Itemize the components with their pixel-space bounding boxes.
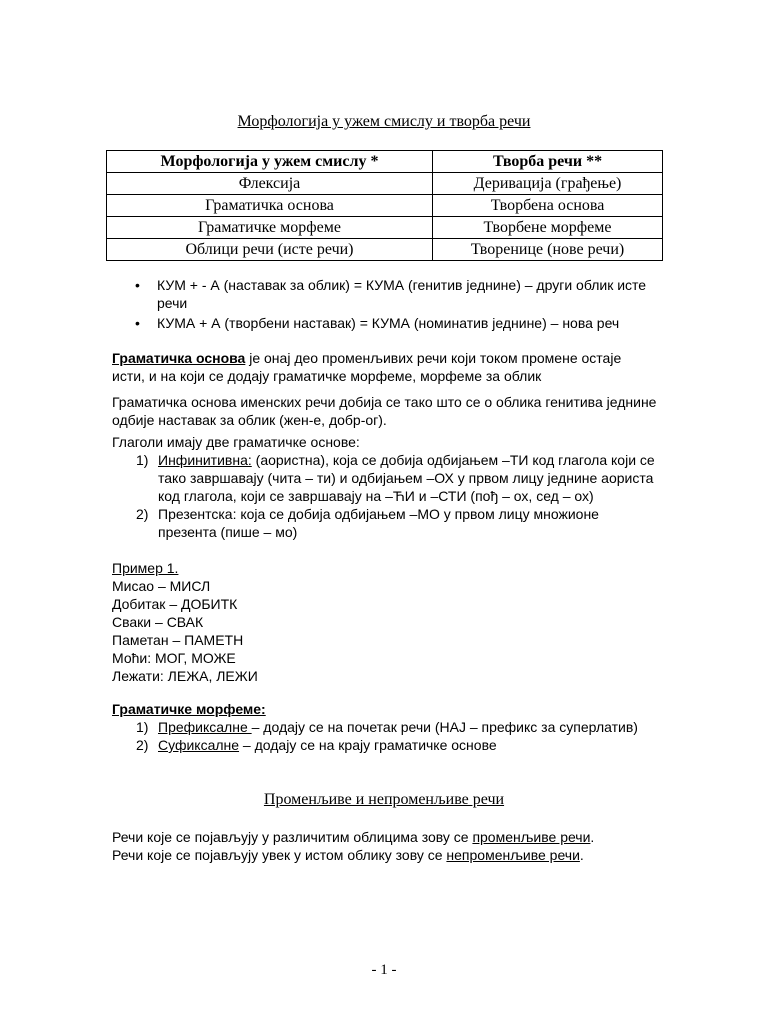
item-text: Презентска: која се добија одбијањем –МО у првом лицу множионе презента (пише – мо)	[158, 506, 599, 540]
bullet-text: КУМА + А (творбени наставак) = КУМА (номинатив једнине) – нова реч	[157, 315, 620, 331]
table-row	[107, 217, 663, 239]
item-text: – додају се на крају граматичке основе	[239, 737, 497, 753]
item-text: – додају се на почетак речи (НАЈ – префикс за суперлатив)	[251, 719, 638, 735]
table-header-cell: Морфологија у ужем смислу *	[107, 151, 433, 173]
example-line: Сваки – СВАК	[112, 614, 204, 630]
example-line: Мисао – МИСЛ	[112, 578, 211, 594]
comparison-table	[106, 150, 663, 261]
table-header-cell: Творба речи **	[433, 151, 663, 173]
table-row	[107, 239, 663, 261]
closing-section	[112, 828, 657, 864]
list-item	[112, 718, 657, 736]
closing-line	[112, 828, 657, 846]
table-cell: Граматичке морфеме	[107, 217, 433, 239]
term-prefiksalne: Префиксалне	[158, 719, 252, 735]
example-line: Паметан – ПАМЕТН	[112, 632, 244, 648]
list-item	[112, 451, 657, 505]
table-cell: Деривација (грађење)	[433, 173, 663, 195]
term-nepromenljive: непроменљиве речи	[446, 847, 580, 863]
term-sufiksalne: Суфиксалне	[158, 737, 240, 753]
table-cell: Граматичка основа	[107, 195, 433, 217]
section-title: Променљиве и непроменљиве речи	[263, 791, 505, 808]
list-item	[112, 505, 657, 541]
closing-text: Речи које се појављују у различитим облицима зову се	[112, 829, 473, 845]
term-gram-osnova: Граматичка основа	[112, 350, 246, 366]
bullet-icon: •	[135, 277, 140, 293]
example-line: Моћи: МОГ, МОЖЕ	[112, 650, 236, 666]
term-infinitivna: Инфинитивна:	[158, 452, 252, 468]
table-cell: Творбена основа	[433, 195, 663, 217]
closing-punct: .	[590, 829, 595, 845]
list-number: 2)	[136, 506, 149, 522]
example-title: Пример 1.	[112, 560, 179, 576]
closing-line	[112, 846, 657, 864]
closing-text: Речи које се појављују увек у истом облику зову се	[112, 847, 447, 863]
table-cell: Творенице (нове речи)	[433, 239, 663, 261]
table-cell: Творбене морфеме	[433, 217, 663, 239]
item-text: (аористна), која се добија одбијањем –ТИ код глагола који се тако завршавају (чита – ти) и одбијањем –ОХ у првом лицу једнине аориста код глагола, који се завршавају на –ЋИ и –СТИ (пођ – ох, сед – ох)	[158, 452, 655, 504]
table-row	[107, 195, 663, 217]
table-row	[107, 173, 663, 195]
list-number: 2)	[136, 737, 149, 753]
example-section	[112, 559, 657, 685]
morfeme-title: Граматичке морфеме:	[112, 701, 266, 717]
list-item	[135, 276, 655, 312]
gram-osnova-paragraph	[112, 349, 657, 385]
bullet-text: КУМ + - А (наставак за облик) = КУМА (генитив једнине) – други облик исте речи	[157, 277, 647, 311]
list-number: 1)	[136, 719, 149, 735]
term-promenljive: променљиве речи	[472, 829, 591, 845]
bullet-icon: •	[135, 315, 140, 331]
table-header-row	[107, 151, 663, 173]
closing-punct: .	[579, 847, 584, 863]
bullet-list	[135, 276, 655, 334]
table-cell: Флексија	[107, 173, 433, 195]
list-item	[135, 314, 655, 332]
example-line: Лежати: ЛЕЖА, ЛЕЖИ	[112, 668, 258, 684]
example-line: Добитак – ДОБИТК	[112, 596, 238, 612]
gram-osnova-text: је онај део променљивих речи који током промене остаје исти, и на који се додају граматичке морфеме, морфеме за облик	[112, 350, 622, 384]
table-cell: Облици речи (исте речи)	[107, 239, 433, 261]
imenske-paragraph: Граматичка основа именских речи добија се тако што се о облика генитива једнине одбије наставак за облик (жен-е, добр-ог).	[112, 394, 657, 428]
glagoli-section	[112, 433, 657, 541]
page-number: - 1 -	[371, 962, 397, 978]
glagoli-intro: Глаголи имају две граматичке основе:	[112, 434, 360, 450]
list-number: 1)	[136, 452, 149, 468]
list-item	[112, 736, 657, 754]
morfeme-section	[112, 700, 657, 754]
page-title: Морфологија у ужем смислу и творба речи	[237, 113, 531, 130]
